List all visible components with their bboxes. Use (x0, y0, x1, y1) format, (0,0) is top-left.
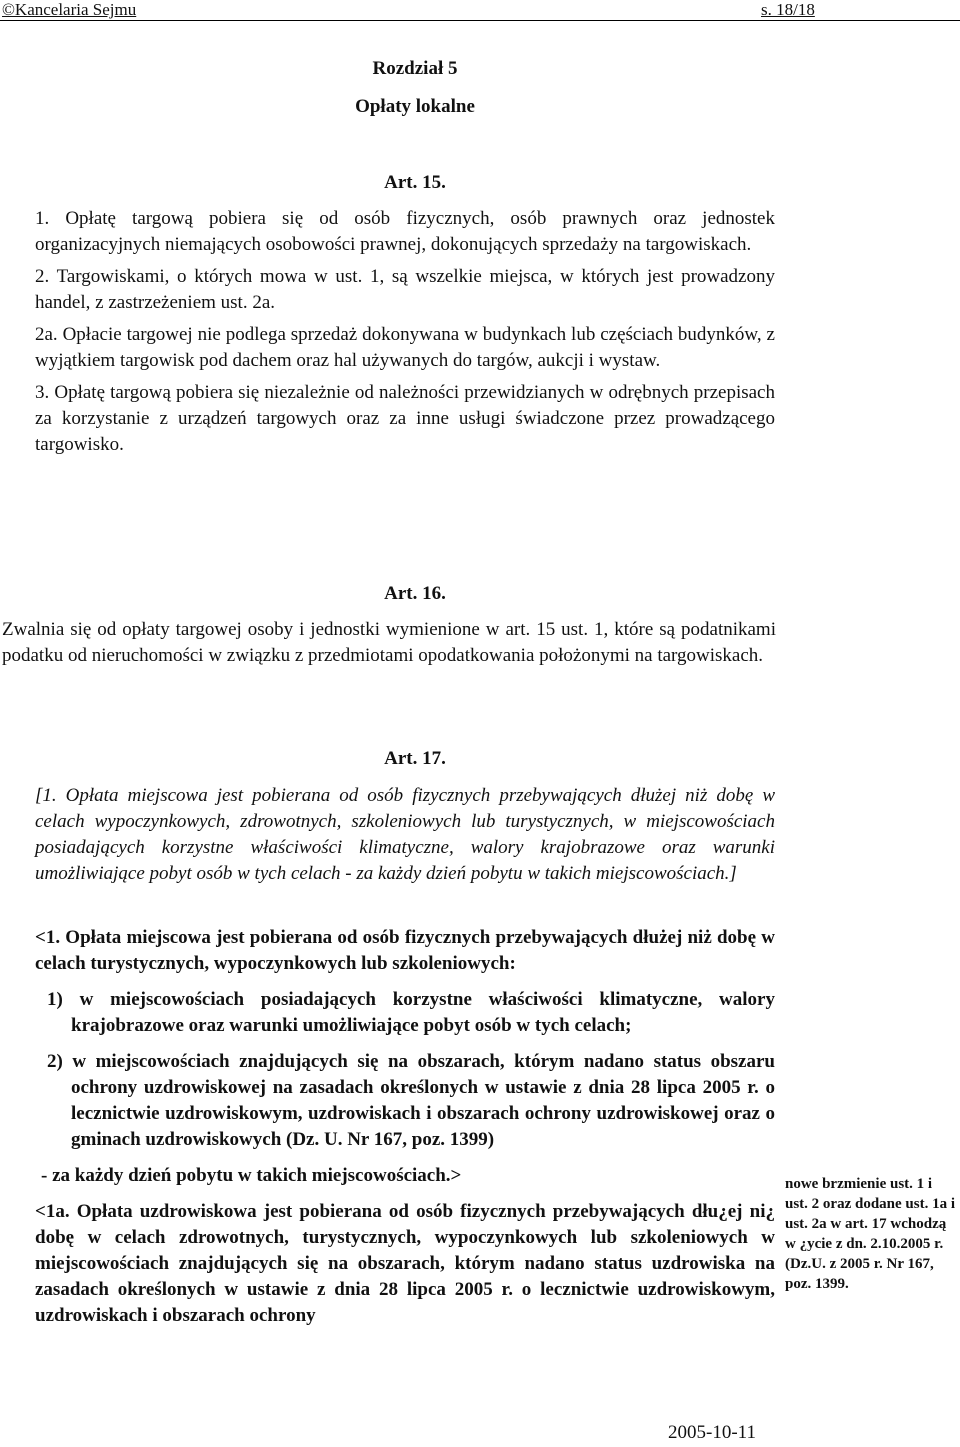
footer-date: 2005-10-11 (668, 1422, 756, 1443)
art15-heading: Art. 15. (384, 172, 446, 193)
source-link[interactable]: ©Kancelaria Sejmu (2, 0, 137, 19)
page-number: s. 18/18 (761, 0, 815, 19)
art15-section (35, 206, 775, 458)
art17-item-2: 2) w miejscowościach znajdujących się na obszarach, którym nadano status obszaru ochrony uzdrowiskowej na zasadach określonych w ustawie z dnia 28 lipca 2005 r. o lecznictwie uzdrowiskowym, uzdrowiskach i obszarach ochrony uzdrowiskowej oraz o gminach uzdrowiskowych (Dz. U. Nr 167, poz. 1399) (47, 1051, 775, 1150)
art17-new-section (35, 925, 775, 1329)
art15-para-1: 1. Opłatę targową pobiera się od osób fizycznych, osób prawnych oraz jednostek organizacyjnych niemających osobowości prawnej, dokonujących sprzedaży na targowiskach. (35, 208, 775, 255)
art16-heading: Art. 16. (384, 583, 446, 604)
chapter-title: Opłaty lokalne (355, 96, 475, 117)
art17-old-para-1: [1. Opłata miejscowa jest pobierana od osób fizycznych przebywających dłużej niż dobę w celach wypoczynkowych, zdrowotnych, szkoleniowych lub turystycznych, w miejscowościach posiadających korzystne właściwości klimatyczne, walory krajobrazowe oraz warunki umożliwiające pobyt osób w tych celach - za każdy dzień pobytu w takich miejscowościach.] (35, 785, 775, 884)
art15-para-2: 2. Targowiskami, o których mowa w ust. 1, są wszelkie miejsca, w których jest prowadzony handel, z zastrzeżeniem ust. 2a. (35, 266, 775, 313)
art15-para-3: 3. Opłatę targową pobiera się niezależnie od należności przewidzianych w odrębnych przepisach za korzystanie z urządzeń targowych oraz za inne usługi świadczone przez prowadzącego targowisko. (35, 382, 775, 455)
art17-para-1a: <1a. Opłata uzdrowiskowa jest pobierana od osób fizycznych przebywających dłu¿ej ni¿ dobę w celach zdrowotnych, turystycznych, wypoczynkowych lub szkoleniowych w miejscowościach znajdujących się na obszarach, którym nadano status uzdrowiska na zasadach określonych w ustawie z dnia 28 lipca 2005 r. o lecznictwie uzdrowiskowym, uzdrowiskach i obszarach ochrony (35, 1201, 775, 1326)
art16-para-1: Zwalnia się od opłaty targowej osoby i jednostki wymienione w art. 15 ust. 1, które są podatnikami podatku od nieruchomości w związku z przedmiotami opodatkowania położonymi na targowiskach. (2, 619, 776, 666)
art17-new-para-1: <1. Opłata miejscowa jest pobierana od osób fizycznych przebywających dłużej niż dobę w celach turystycznych, wypoczynkowych lub szkoleniowych: (35, 927, 775, 974)
header-divider (0, 20, 960, 21)
amendment-side-note: nowe brzmienie ust. 1 i ust. 2 oraz dodane ust. 1a i ust. 2a w art. 17 wchodzą w ¿ycie z dn. 2.10.2005 r. (Dz.U. z 2005 r. Nr 167, poz. 1399. (785, 1176, 956, 1292)
art15-para-2a: 2a. Opłacie targowej nie podlega sprzedaż dokonywana w budynkach lub częściach budynków, z wyjątkiem targowisk pod dachem oraz hal używanych do targów, aukcji i wystaw. (35, 324, 775, 371)
art17-tail: - za każdy dzień pobytu w takich miejscowościach.> (41, 1165, 462, 1186)
chapter-number: Rozdział 5 (372, 58, 458, 79)
art17-item-1: 1) w miejscowościach posiadających korzystne właściwości klimatyczne, walory krajobrazowe oraz warunki umożliwiające pobyt osób w tych celach; (47, 989, 775, 1036)
art17-heading: Art. 17. (384, 748, 446, 769)
